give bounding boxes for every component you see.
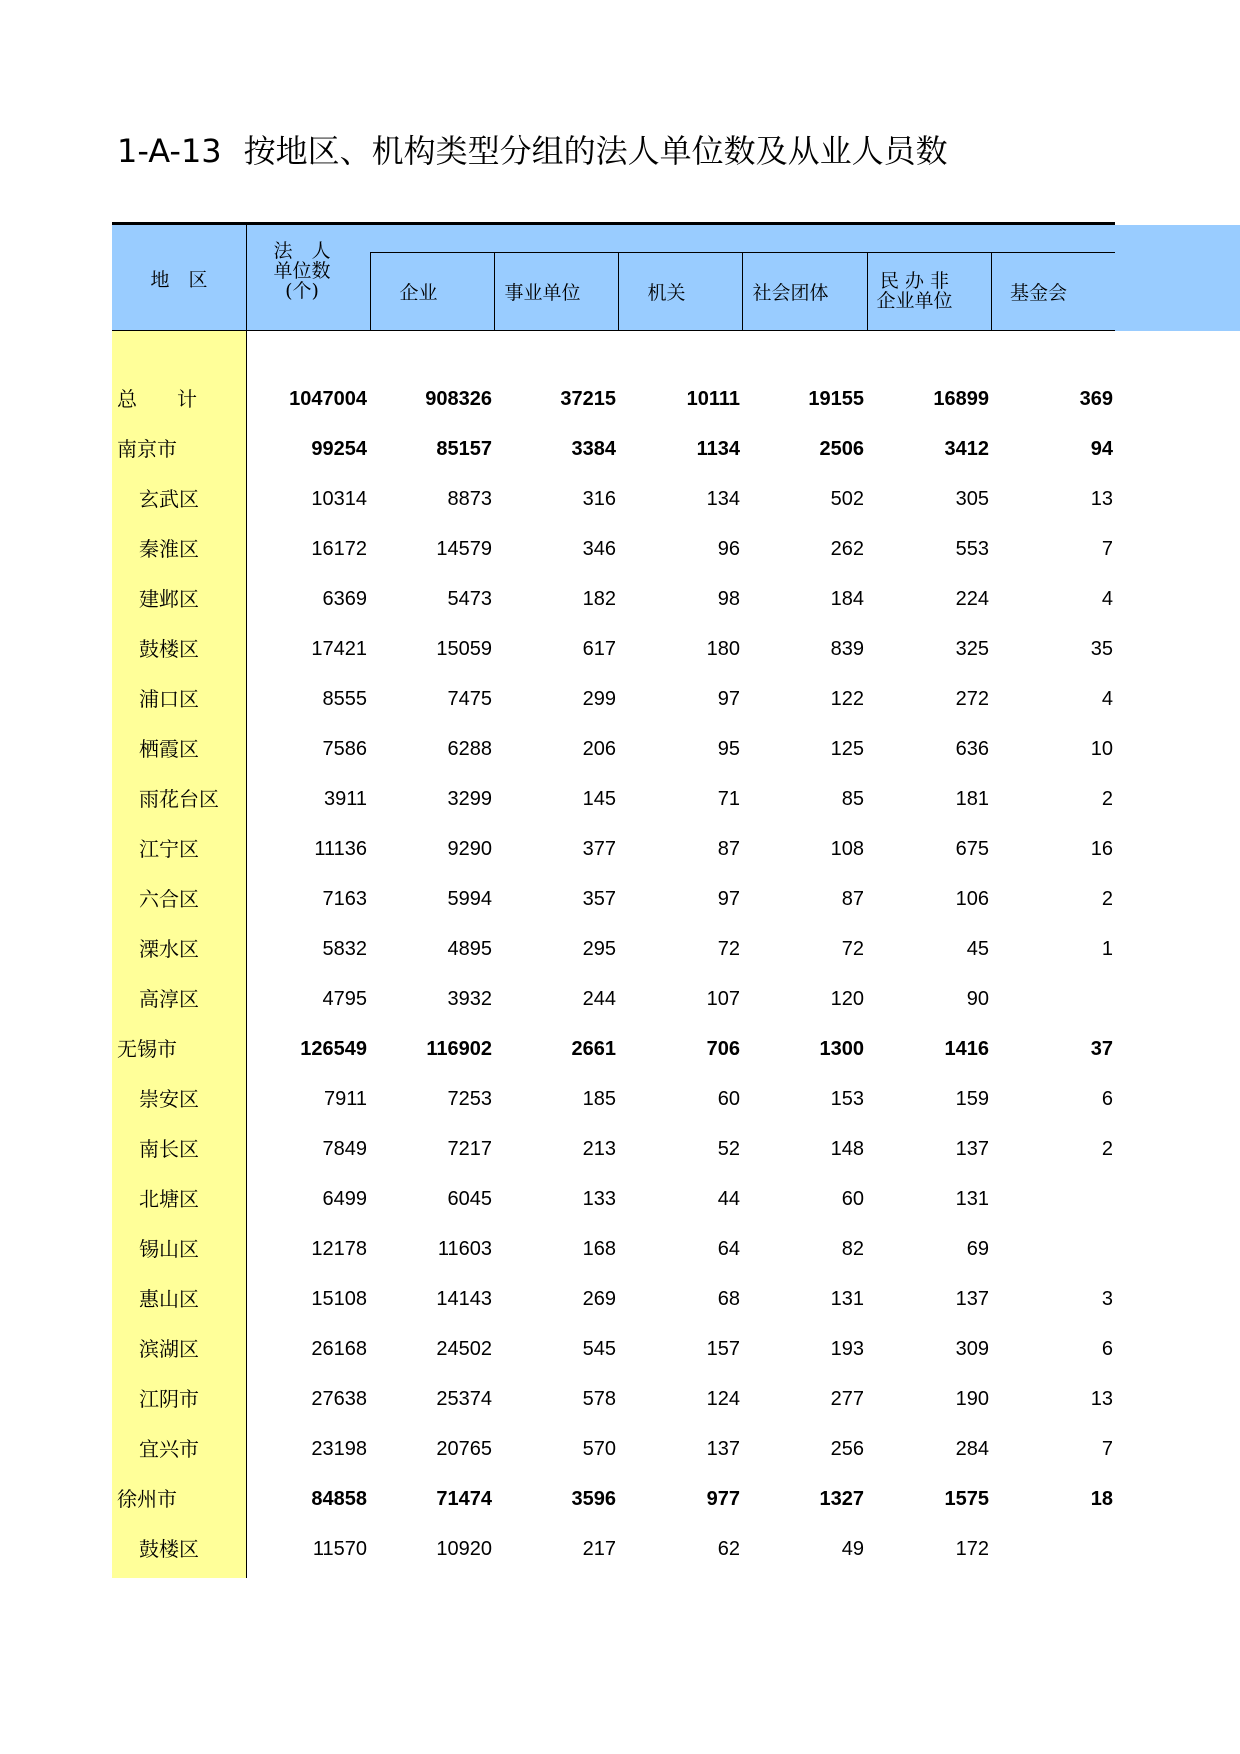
row-region-name: 六合区: [139, 887, 199, 911]
row-value-cell: 4: [1101, 688, 1113, 710]
row-value-cell: 180: [706, 638, 740, 660]
row-region-name: 江阴市: [139, 1387, 199, 1411]
row-value-cell: 2: [1101, 888, 1113, 910]
row-value-cell: 131: [955, 1188, 989, 1210]
row-value-cell: 124: [706, 1388, 740, 1410]
row-value-cell: 99254: [311, 438, 367, 460]
header-institution: 事业单位: [504, 281, 581, 304]
row-value-cell: 116902: [426, 1038, 492, 1060]
header-divider: [742, 252, 743, 331]
row-value-cell: 8555: [322, 688, 367, 710]
row-value-cell: 357: [582, 888, 616, 910]
row-value-cell: 72: [841, 938, 864, 960]
table-row: [112, 1474, 1115, 1524]
row-value-cell: 11603: [437, 1238, 492, 1260]
row-value-cell: 206: [582, 738, 616, 760]
row-value-cell: 10314: [311, 488, 367, 510]
row-value-cell: 325: [955, 638, 989, 660]
row-value-cell: 120: [830, 988, 864, 1010]
row-value-cell: 97: [717, 688, 740, 710]
row-value-cell: 6045: [447, 1188, 492, 1210]
table-row: [112, 924, 1115, 974]
row-value-cell: 108: [830, 838, 864, 860]
row-value-cell: 145: [582, 788, 616, 810]
row-value-cell: 256: [830, 1438, 864, 1460]
row-region-name: 崇安区: [139, 1087, 199, 1111]
row-value-cell: 578: [582, 1388, 616, 1410]
row-region-name: 惠山区: [139, 1287, 199, 1311]
row-value-cell: 85157: [436, 438, 492, 460]
row-value-cell: 126549: [300, 1038, 367, 1060]
row-value-cell: 262: [830, 538, 864, 560]
row-value-cell: 157: [706, 1338, 740, 1360]
table-row: [112, 974, 1115, 1024]
row-value-cell: 570: [582, 1438, 616, 1460]
row-value-cell: 7: [1101, 1438, 1113, 1460]
header-total-line1: 法 人: [273, 240, 331, 262]
row-value-cell: 4795: [322, 988, 367, 1010]
row-value-cell: 122: [830, 688, 864, 710]
row-value-cell: 107: [706, 988, 740, 1010]
row-value-cell: 1416: [944, 1038, 989, 1060]
row-value-cell: [1003, 1174, 1113, 1224]
table-row: [112, 574, 1115, 624]
row-value-cell: 13: [1090, 1388, 1113, 1410]
row-value-cell: 4: [1101, 588, 1113, 610]
row-value-cell: 184: [830, 588, 864, 610]
row-value-cell: 272: [955, 688, 989, 710]
header-government: 机关: [647, 281, 686, 304]
row-value-cell: 85: [841, 788, 864, 810]
row-value-cell: 133: [582, 1188, 616, 1210]
row-value-cell: [1003, 1524, 1113, 1574]
row-region-name: 鼓楼区: [139, 637, 199, 661]
row-value-cell: 37: [1090, 1038, 1113, 1060]
header-divider: [991, 252, 992, 331]
row-value-cell: 617: [582, 638, 616, 660]
row-value-cell: 277: [830, 1388, 864, 1410]
table-row: [112, 1074, 1115, 1124]
header-region: 地 区: [150, 268, 208, 291]
row-value-cell: 71474: [436, 1488, 492, 1510]
table-row: [112, 1424, 1115, 1474]
header-private-line1: 民 办 非: [879, 270, 950, 292]
row-value-cell: 6: [1101, 1338, 1113, 1360]
row-value-cell: 68: [717, 1288, 740, 1310]
row-value-cell: 2661: [571, 1038, 616, 1060]
row-value-cell: 1327: [819, 1488, 864, 1510]
header-divider: [867, 252, 868, 331]
table-row: [112, 1524, 1115, 1574]
row-value-cell: 159: [955, 1088, 989, 1110]
row-region-name: 雨花台区: [139, 787, 219, 811]
row-value-cell: 14143: [436, 1288, 492, 1310]
table-row: [112, 1124, 1115, 1174]
table-row: [112, 674, 1115, 724]
row-value-cell: 64: [717, 1238, 740, 1260]
table-top-rule: [112, 222, 1115, 225]
table-title-text: 按地区、机构类型分组的法人单位数及从业人员数: [243, 132, 948, 170]
row-value-cell: 6288: [447, 738, 492, 760]
row-region-name: 江宁区: [139, 837, 199, 861]
header-divider: [494, 252, 495, 331]
row-value-cell: 137: [955, 1288, 989, 1310]
row-value-cell: 553: [955, 538, 989, 560]
row-value-cell: 3911: [323, 788, 367, 810]
row-value-cell: 977: [706, 1488, 740, 1510]
row-value-cell: 5473: [447, 588, 492, 610]
table-body: [112, 374, 1115, 1574]
row-region-name: 栖霞区: [139, 737, 199, 761]
table-row: [112, 874, 1115, 924]
row-value-cell: 7253: [447, 1088, 492, 1110]
row-value-cell: 2: [1101, 1138, 1113, 1160]
row-value-cell: 10: [1090, 738, 1113, 760]
row-value-cell: 35: [1090, 638, 1113, 660]
table-code: 1-A-13: [117, 132, 222, 170]
row-value-cell: 502: [830, 488, 864, 510]
row-value-cell: 134: [706, 488, 740, 510]
row-value-cell: 106: [955, 888, 989, 910]
row-value-cell: 369: [1079, 388, 1113, 410]
table-row: [112, 524, 1115, 574]
row-value-cell: 6: [1101, 1088, 1113, 1110]
row-value-cell: 71: [717, 788, 740, 810]
row-value-cell: 3299: [447, 788, 492, 810]
row-value-cell: 87: [717, 838, 740, 860]
row-value-cell: 95: [717, 738, 740, 760]
row-region-name: 滨湖区: [139, 1337, 199, 1361]
row-value-cell: 131: [830, 1288, 864, 1310]
row-value-cell: 4895: [447, 938, 492, 960]
header-social-group: 社会团体: [752, 281, 829, 304]
row-value-cell: 316: [582, 488, 616, 510]
row-value-cell: 839: [830, 638, 864, 660]
row-value-cell: 23198: [311, 1438, 367, 1460]
row-value-cell: 193: [830, 1338, 864, 1360]
row-value-cell: 13: [1090, 488, 1113, 510]
row-region-name: 总 计: [117, 387, 197, 411]
row-value-cell: 16: [1090, 838, 1113, 860]
row-value-cell: 9290: [447, 838, 492, 860]
row-region-name: 秦淮区: [139, 537, 199, 561]
row-value-cell: 545: [582, 1338, 616, 1360]
row-value-cell: 2: [1101, 788, 1113, 810]
row-value-cell: 37215: [560, 388, 616, 410]
row-value-cell: 15108: [311, 1288, 367, 1310]
row-value-cell: 14579: [436, 538, 492, 560]
row-value-cell: 82: [841, 1238, 864, 1260]
row-value-cell: 185: [582, 1088, 616, 1110]
table-row: [112, 724, 1115, 774]
row-value-cell: 10111: [686, 388, 740, 410]
header-private-line2: 企业单位: [876, 290, 953, 312]
row-value-cell: 69: [966, 1238, 989, 1260]
row-value-cell: 94: [1090, 438, 1113, 460]
row-value-cell: 346: [582, 538, 616, 560]
table-row: [112, 1224, 1115, 1274]
table-row: [112, 1024, 1115, 1074]
row-value-cell: [1003, 974, 1113, 1024]
row-value-cell: 3596: [571, 1488, 616, 1510]
table-row: [112, 474, 1115, 524]
row-value-cell: 148: [830, 1138, 864, 1160]
table-row: [112, 824, 1115, 874]
row-value-cell: 60: [841, 1188, 864, 1210]
row-value-cell: 299: [582, 688, 616, 710]
row-value-cell: 908326: [425, 388, 492, 410]
row-value-cell: 60: [717, 1088, 740, 1110]
row-value-cell: 269: [582, 1288, 616, 1310]
header-total-line3: (个): [285, 280, 319, 302]
row-value-cell: 172: [955, 1538, 989, 1560]
row-value-cell: 182: [582, 588, 616, 610]
row-value-cell: 16172: [311, 538, 367, 560]
row-value-cell: 3: [1101, 1288, 1113, 1310]
row-value-cell: 190: [955, 1388, 989, 1410]
row-value-cell: 12178: [311, 1238, 367, 1260]
table-row: [112, 424, 1115, 474]
header-bottom-line: [112, 330, 1115, 331]
row-value-cell: 217: [582, 1538, 616, 1560]
row-value-cell: 49: [841, 1538, 864, 1560]
row-value-cell: 84858: [311, 1488, 367, 1510]
row-value-cell: 675: [955, 838, 989, 860]
row-value-cell: 7586: [322, 738, 367, 760]
row-value-cell: 7911: [323, 1088, 367, 1110]
row-value-cell: 7849: [322, 1138, 367, 1160]
row-value-cell: 2506: [819, 438, 864, 460]
row-value-cell: 62: [717, 1538, 740, 1560]
row-value-cell: 125: [830, 738, 864, 760]
row-region-name: 宜兴市: [139, 1437, 199, 1461]
row-value-cell: 26168: [311, 1338, 367, 1360]
header-private-nonenterprise: [853, 252, 976, 330]
row-value-cell: 706: [706, 1038, 740, 1060]
row-value-cell: 1300: [819, 1038, 864, 1060]
row-region-name: 高淳区: [139, 987, 199, 1011]
row-value-cell: 20765: [436, 1438, 492, 1460]
row-value-cell: 181: [955, 788, 989, 810]
table-row: [112, 1174, 1115, 1224]
row-region-name: 无锡市: [117, 1037, 177, 1061]
row-value-cell: 1134: [696, 438, 740, 460]
row-value-cell: 25374: [436, 1388, 492, 1410]
row-value-cell: 45: [966, 938, 989, 960]
row-value-cell: 8873: [447, 488, 492, 510]
row-value-cell: 5832: [322, 938, 367, 960]
row-value-cell: 284: [955, 1438, 989, 1460]
row-value-cell: 137: [955, 1138, 989, 1160]
row-value-cell: 15059: [436, 638, 492, 660]
row-region-name: 鼓楼区: [139, 1537, 199, 1561]
row-value-cell: 44: [717, 1188, 740, 1210]
row-value-cell: 16899: [933, 388, 989, 410]
row-value-cell: 244: [582, 988, 616, 1010]
table-row: [112, 624, 1115, 674]
row-value-cell: 11570: [312, 1538, 367, 1560]
row-value-cell: 98: [717, 588, 740, 610]
header-divider: [618, 252, 619, 331]
table-header: [112, 225, 1240, 331]
row-region-name: 溧水区: [139, 937, 199, 961]
row-region-name: 徐州市: [117, 1487, 177, 1511]
row-value-cell: 168: [582, 1238, 616, 1260]
row-value-cell: 377: [582, 838, 616, 860]
row-value-cell: 72: [717, 938, 740, 960]
row-value-cell: 5994: [447, 888, 492, 910]
row-value-cell: 137: [706, 1438, 740, 1460]
header-total-units: [247, 241, 357, 301]
row-value-cell: 87: [841, 888, 864, 910]
row-region-name: 玄武区: [139, 487, 199, 511]
row-value-cell: 1575: [944, 1488, 989, 1510]
page-title: [117, 126, 948, 172]
row-value-cell: 19155: [808, 388, 864, 410]
row-value-cell: 1: [1101, 938, 1113, 960]
row-value-cell: 10920: [436, 1538, 492, 1560]
row-value-cell: 213: [582, 1138, 616, 1160]
row-value-cell: 7163: [322, 888, 367, 910]
row-value-cell: 3412: [944, 438, 989, 460]
header-foundation: 基金会: [1009, 281, 1067, 304]
table-row: [112, 374, 1115, 424]
row-value-cell: 3384: [571, 438, 616, 460]
row-value-cell: 96: [717, 538, 740, 560]
header-enterprise: 企业: [399, 281, 438, 304]
row-value-cell: 295: [582, 938, 616, 960]
row-value-cell: 17421: [311, 638, 367, 660]
row-value-cell: [1003, 1224, 1113, 1274]
row-region-name: 南长区: [139, 1137, 199, 1161]
row-value-cell: 18: [1090, 1488, 1113, 1510]
row-value-cell: 224: [955, 588, 989, 610]
row-value-cell: 97: [717, 888, 740, 910]
header-divider: [370, 252, 371, 331]
header-total-line2: 单位数: [273, 260, 331, 282]
row-value-cell: 6499: [322, 1188, 367, 1210]
row-value-cell: 1047004: [289, 388, 367, 410]
row-region-name: 浦口区: [139, 687, 199, 711]
table-row: [112, 1374, 1115, 1424]
table-row: [112, 774, 1115, 824]
row-region-name: 北塘区: [139, 1187, 199, 1211]
row-value-cell: 27638: [311, 1388, 367, 1410]
row-value-cell: 11136: [314, 838, 367, 860]
row-value-cell: 90: [966, 988, 989, 1010]
row-value-cell: 305: [955, 488, 989, 510]
row-value-cell: 636: [955, 738, 989, 760]
row-value-cell: 3932: [447, 988, 492, 1010]
row-value-cell: 7: [1101, 538, 1113, 560]
row-value-cell: 153: [830, 1088, 864, 1110]
table-row: [112, 1274, 1115, 1324]
table-row: [112, 1324, 1115, 1374]
row-value-cell: 52: [717, 1138, 740, 1160]
row-region-name: 建邺区: [139, 587, 199, 611]
row-region-name: 南京市: [117, 437, 177, 461]
row-value-cell: 24502: [436, 1338, 492, 1360]
row-value-cell: 309: [955, 1338, 989, 1360]
row-value-cell: 6369: [322, 588, 367, 610]
row-value-cell: 7217: [447, 1138, 492, 1160]
row-value-cell: 7475: [447, 688, 492, 710]
row-region-name: 锡山区: [139, 1237, 199, 1261]
